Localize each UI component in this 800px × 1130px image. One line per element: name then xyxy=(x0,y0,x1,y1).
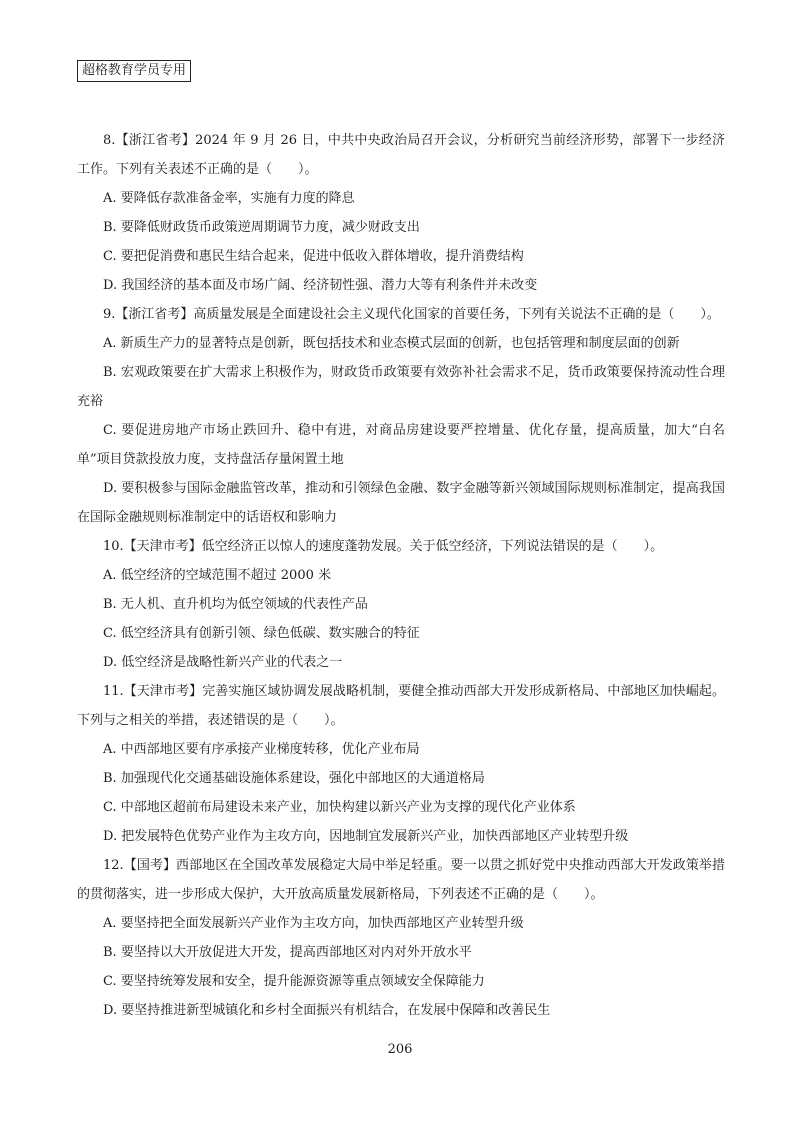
question-stem: 8.【浙江省考】2024 年 9 月 26 日，中共中央政治局召开会议，分析研究当前经济形势，部署下一步经济工作。下列有关表述不正确的是（ ）。 xyxy=(77,133,725,177)
question-12 xyxy=(77,851,725,1025)
question-stem: 11.【天津市考】完善实施区域协调发展战略机制，要健全推动西部大开发形成新格局、中部地区加快崛起。下列与之相关的举措，表述错误的是（ ）。 xyxy=(77,684,725,728)
option-d: D. 要坚持推进新型城镇化和乡村全面振兴有机结合，在发展中保障和改善民生 xyxy=(103,1003,551,1018)
question-8 xyxy=(77,126,725,300)
question-list xyxy=(77,126,725,1025)
page-number: 206 xyxy=(387,1042,413,1057)
question-stem: 12.【国考】西部地区在全国改革发展稳定大局中举足轻重。要一以贯之抓好党中央推动西部大开发政策举措的贯彻落实，进一步形成大保护，大开放高质量发展新格局，下列表述不正确的是（ ）。 xyxy=(77,858,725,902)
option-d: D. 我国经济的基本面及市场广阔、经济韧性强、潜力大等有利条件并未改变 xyxy=(103,278,538,293)
option-b: B. 要降低财政货币政策逆周期调节力度，减少财政支出 xyxy=(103,220,420,235)
question-9 xyxy=(77,300,725,532)
option-b: B. 要坚持以大开放促进大开发，提高西部地区对内对外开放水平 xyxy=(103,945,472,960)
header-tag: 超格教育学员专用 xyxy=(77,60,191,82)
option-c: C. 要坚持统筹发展和安全，提升能源资源等重点领域安全保障能力 xyxy=(103,974,485,989)
option-a: A. 中西部地区要有序承接产业梯度转移，优化产业布局 xyxy=(103,742,420,757)
option-a: A. 新质生产力的显著特点是创新，既包括技术和业态模式层面的创新，也包括管理和制度层面的创新 xyxy=(103,336,680,351)
question-10 xyxy=(77,532,725,677)
option-c: C. 要把促消费和惠民生结合起来，促进中低收入群体增收，提升消费结构 xyxy=(103,249,524,264)
option-b: B. 加强现代化交通基础设施体系建设，强化中部地区的大通道格局 xyxy=(103,771,485,786)
option-c: C. 中部地区超前布局建设未来产业，加快构建以新兴产业为支撑的现代化产业体系 xyxy=(103,800,576,815)
option-d: D. 要积极参与国际金融监管改革，推动和引领绿色金融、数字金融等新兴领域国际规则标准制定，提高我国在国际金融规则标准制定中的话语权和影响力 xyxy=(77,481,725,525)
option-a: A. 要降低存款准备金率，实施有力度的降息 xyxy=(103,191,355,206)
option-d: D. 低空经济是战略性新兴产业的代表之一 xyxy=(103,655,343,670)
option-b: B. 无人机、直升机均为低空领域的代表性产品 xyxy=(103,597,368,612)
question-stem: 9.【浙江省考】高质量发展是全面建设社会主义现代化国家的首要任务，下列有关说法不正确的是（ ）。 xyxy=(103,307,720,322)
option-d: D. 把发展特色优势产业作为主攻方向，因地制宜发展新兴产业，加快西部地区产业转型升级 xyxy=(103,829,629,844)
option-a: A. 低空经济的空域范围不超过 2000 米 xyxy=(103,568,332,583)
option-a: A. 要坚持把全面发展新兴产业作为主攻方向，加快西部地区产业转型升级 xyxy=(103,916,524,931)
question-11 xyxy=(77,677,725,851)
question-stem: 10.【天津市考】低空经济正以惊人的速度蓬勃发展。关于低空经济，下列说法错误的是（ ）。 xyxy=(103,539,664,554)
option-b: B. 宏观政策要在扩大需求上积极作为，财政货币政策要有效弥补社会需求不足，货币政策要保持流动性合理充裕 xyxy=(77,365,725,409)
option-c: C. 要促进房地产市场止跌回升、稳中有进，对商品房建设要严控增量、优化存量，提高质量，加大“白名单”项目贷款投放力度，支持盘活存量闲置土地 xyxy=(77,423,725,467)
option-c: C. 低空经济具有创新引领、绿色低碳、数实融合的特征 xyxy=(103,626,420,641)
